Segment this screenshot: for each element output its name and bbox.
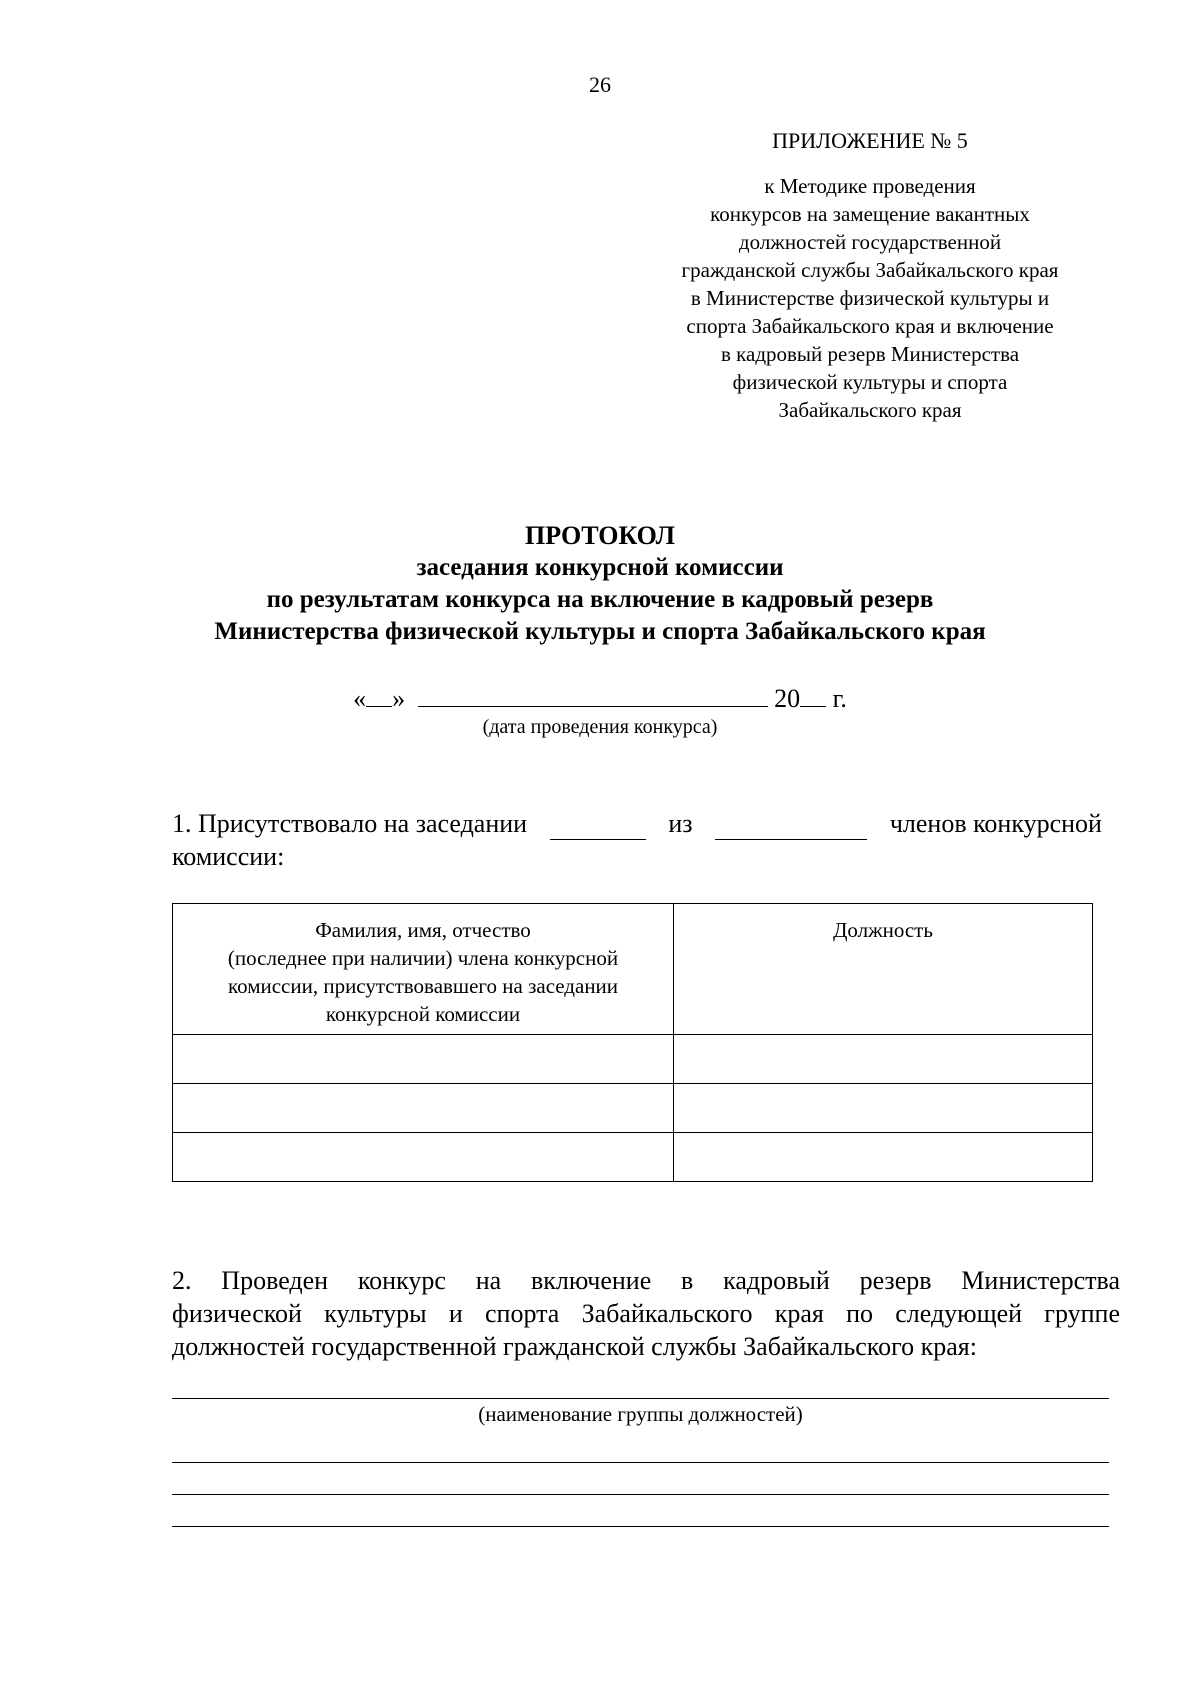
date-close-quote: »	[392, 684, 406, 713]
contest-line: физической культуры и спорта Забайкальского края по следующей группе	[172, 1299, 1120, 1328]
month-blank[interactable]	[418, 706, 768, 707]
date-caption: (дата проведения конкурса)	[482, 716, 718, 738]
appendix-line: в Министерстве физической культуры и	[690, 286, 1050, 310]
appendix-line: к Методике проведения	[764, 174, 976, 198]
blank-line[interactable]	[172, 1494, 1109, 1495]
member-name-cell[interactable]	[173, 1084, 674, 1133]
position-cell[interactable]	[674, 1035, 1093, 1084]
attendance-paragraph	[172, 807, 1102, 873]
table-row	[173, 1035, 1093, 1084]
member-name-header	[173, 904, 674, 1035]
appendix-line: физической культуры и спорта	[732, 370, 1008, 394]
position-header: Должность	[674, 904, 1093, 1035]
position-group-line[interactable]	[172, 1398, 1109, 1399]
table-row	[173, 1133, 1093, 1182]
blank-line[interactable]	[172, 1462, 1109, 1463]
appendix-line: должностей государственной	[738, 230, 1002, 254]
appendix-line: в кадровый резерв Министерства	[720, 342, 1020, 366]
members-table	[172, 903, 1093, 1182]
position-cell[interactable]	[674, 1084, 1093, 1133]
header-line: конкурсной комиссии	[325, 1002, 521, 1026]
appendix-line: гражданской службы Забайкальского края	[681, 258, 1059, 282]
contest-line: должностей государственной гражданской службы Забайкальского края:	[172, 1332, 977, 1361]
heading-line: по результатам конкурса на включение в кадровый резерв	[266, 586, 934, 613]
header-line: Фамилия, имя, отчество	[315, 918, 531, 942]
contest-line: 2. Проведен конкурс на включение в кадровый резерв Министерства	[172, 1266, 1120, 1295]
document-heading	[0, 520, 1200, 648]
attendance-text: комиссии:	[172, 842, 285, 871]
page-number: 26	[589, 72, 611, 97]
date-open-quote: «	[353, 684, 367, 713]
position-group-caption: (наименование группы должностей)	[478, 1402, 803, 1426]
table-header-row	[173, 904, 1093, 1035]
heading-line: Министерства физической культуры и спорта Забайкальского края	[214, 618, 986, 645]
year-suffix: г.	[832, 684, 847, 713]
contest-paragraph	[172, 1264, 1120, 1363]
appendix-line: Забайкальского края	[778, 398, 962, 422]
day-blank[interactable]	[366, 706, 392, 707]
attendance-text: из	[668, 809, 693, 838]
total-count-blank[interactable]	[715, 807, 867, 840]
year-blank[interactable]	[800, 706, 826, 707]
attendance-text: членов конкурсной	[889, 809, 1102, 838]
blank-line[interactable]	[172, 1526, 1109, 1527]
appendix-line: спорта Забайкальского края и включение	[686, 314, 1054, 338]
header-line: (последнее при наличии) члена конкурсной	[227, 946, 619, 970]
document-title: ПРОТОКОЛ	[525, 521, 675, 550]
header-line: комиссии, присутствовавшего на заседании	[227, 974, 619, 998]
attendance-text: 1. Присутствовало на заседании	[172, 809, 528, 838]
appendix-line: конкурсов на замещение вакантных	[710, 202, 1030, 226]
present-count-blank[interactable]	[550, 807, 646, 840]
year-prefix: 20	[774, 684, 801, 713]
member-name-cell[interactable]	[173, 1133, 674, 1182]
member-name-cell[interactable]	[173, 1035, 674, 1084]
table-row	[173, 1084, 1093, 1133]
heading-line: заседания конкурсной комиссии	[416, 554, 784, 581]
position-cell[interactable]	[674, 1133, 1093, 1182]
appendix-subtitle	[620, 172, 1120, 424]
date-line	[0, 684, 1200, 714]
appendix-title: ПРИЛОЖЕНИЕ № 5	[772, 128, 968, 153]
